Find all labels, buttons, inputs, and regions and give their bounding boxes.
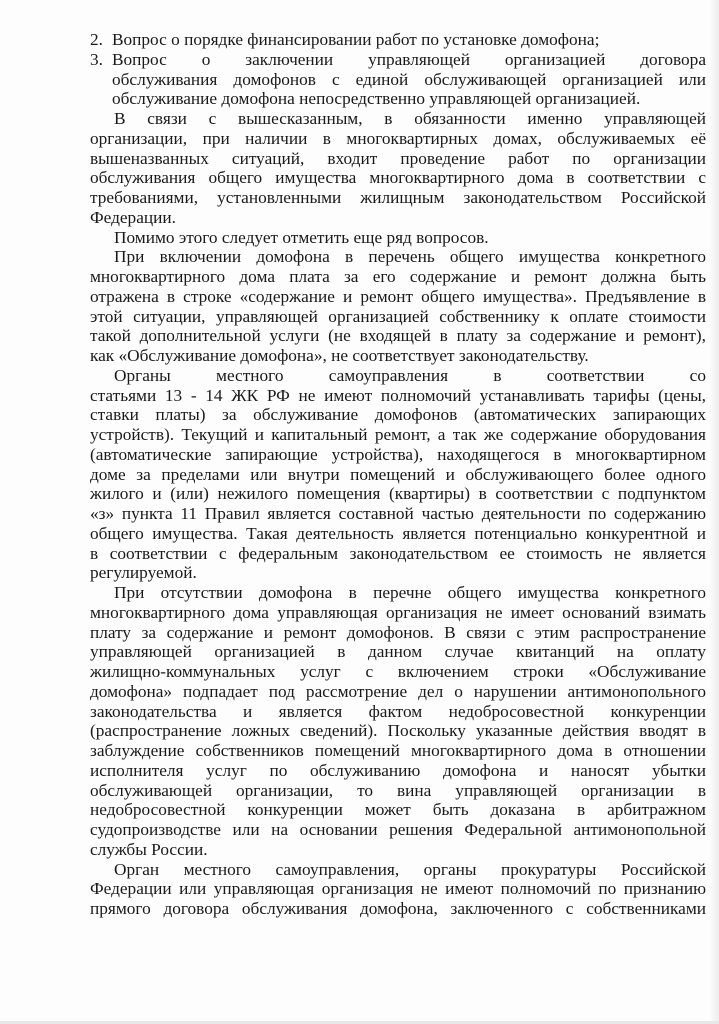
text-line: заблуждение собственников помещений многоквартирного дома в отношении <box>90 741 706 760</box>
text-line: жилищно-коммунальных услуг с включением строки «Обслуживание <box>90 662 706 681</box>
text-line: судопроизводстве или на основании решения Федеральной антимонопольной <box>90 820 706 839</box>
text-line: доме за пределами или внутри помещений и обслуживающего более одного <box>90 464 706 484</box>
list-item-line <box>90 89 706 109</box>
text-line: общего имущества. Такая деятельность является потенциально конкурентной и <box>90 523 706 543</box>
paragraph <box>90 583 706 860</box>
text-line: статьями 13 - 14 ЖК РФ не имеют полномочий устанавливать тарифы (цены, <box>90 385 706 405</box>
text-line: устройств). Текущий и капитальный ремонт, а так же содержание оборудования <box>90 425 706 444</box>
text-line: «з» пункта 11 Правил является составной частью деятельности по содержанию <box>90 504 706 523</box>
document-page <box>90 30 706 919</box>
text-line: недобросовестной конкуренции может быть доказана в арбитражном <box>90 800 706 820</box>
text-line: вышеназванных ситуаций, входит проведение работ по организации <box>90 148 706 168</box>
text-line: жилого и (или) нежилого помещения (квартиры) в соответствии с подпунктом <box>90 484 706 504</box>
text-line: При отсутствии домофона в перечне общего имущества конкретного <box>114 583 706 602</box>
text-line: в соответствии с федеральным законодательством ее стоимость не является <box>90 543 706 563</box>
paragraph <box>90 228 706 248</box>
text-line: отражена в строке «содержание и ремонт общего имущества». Предъявление в <box>90 286 706 306</box>
text-line: ставки платы) за обслуживание домофонов (автоматических запирающих <box>90 405 706 425</box>
list-number <box>90 70 112 90</box>
paragraph <box>90 109 706 228</box>
text-line: (распространение ложных сведений). Поскольку указанные действия вводят в <box>90 721 706 741</box>
list-item-line <box>90 50 706 70</box>
text-line: обслуживающей организации, то вина управляющей организации в <box>90 780 706 800</box>
text-line: организации, при наличии в многоквартирных домах, обслуживаемых её <box>90 128 706 148</box>
list-number: 2. <box>90 30 103 49</box>
paragraph <box>90 366 706 583</box>
text-line: многоквартирного дома плата за его содержание и ремонт должна быть <box>90 267 706 286</box>
paragraph <box>90 247 706 366</box>
text-line: управляющей организацией в данном случае квитанций на оплату <box>90 642 706 662</box>
text-line: исполнителя услуг по обслуживанию домофона и наносят убытки <box>90 760 706 780</box>
text-line: плату за содержание и ремонт домофонов. В связи с этим распространение <box>90 622 706 642</box>
list-number <box>90 89 112 109</box>
text-line: Органы местного самоуправления в соответствии со <box>114 365 706 385</box>
text-line: регулируемой. <box>90 563 197 583</box>
text-line: (автоматические запирающие устройства), находящегося в многоквартирном <box>90 444 706 464</box>
text-line: Федерации или управляющая организация не имеют полномочий по признанию <box>90 879 706 899</box>
text-line: При включении домофона в перечень общего имущества конкретного <box>114 247 706 267</box>
list-item-text: обслуживания домофонов с единой обслуживающей организацией или <box>112 69 706 89</box>
text-line: законодательства и является фактом недобросовестной конкуренции <box>90 701 706 721</box>
text-line: прямого договора обслуживания домофона, заключенного с собственниками <box>90 899 706 918</box>
list-item-text: обслуживание домофона непосредственно управляющей организацией. <box>112 89 641 109</box>
text-line: этой ситуации, управляющей организацией собственнику к оплате стоимости <box>90 306 706 326</box>
paragraph <box>90 860 706 919</box>
text-line: обслуживания общего имущества многоквартирного дома в соответствии с <box>90 168 706 188</box>
list-item-line <box>90 70 706 90</box>
text-line: Помимо этого следует отметить еще ряд вопросов. <box>114 227 489 247</box>
scan-shadow <box>709 0 719 1024</box>
list-item-text: Вопрос о заключении управляющей организацией договора <box>112 49 706 69</box>
list-item-line <box>90 30 706 50</box>
text-line: службы России. <box>90 839 208 859</box>
text-line: В связи с вышесказанным, в обязанности именно управляющей <box>114 109 706 128</box>
text-line: многоквартирного дома управляющая организация не имеет оснований взимать <box>90 602 706 622</box>
text-line: требованиями, установленными жилищным законодательством Российской <box>90 188 706 207</box>
text-line: такой дополнительной услуги (не входящей в плату за содержание и ремонт), <box>90 326 706 346</box>
text-line: как «Обслуживание домофона», не соответствует законодательству. <box>90 346 589 365</box>
text-line: Федерации. <box>90 207 176 227</box>
list-item-text: Вопрос о порядке финансировании работ по установке домофона; <box>112 30 600 49</box>
text-line: Орган местного самоуправления, органы прокуратуры Российской <box>114 859 706 879</box>
list-number: 3. <box>90 49 103 69</box>
text-line: домофона» подпадает под рассмотрение дел о нарушении антимонопольного <box>90 681 706 701</box>
